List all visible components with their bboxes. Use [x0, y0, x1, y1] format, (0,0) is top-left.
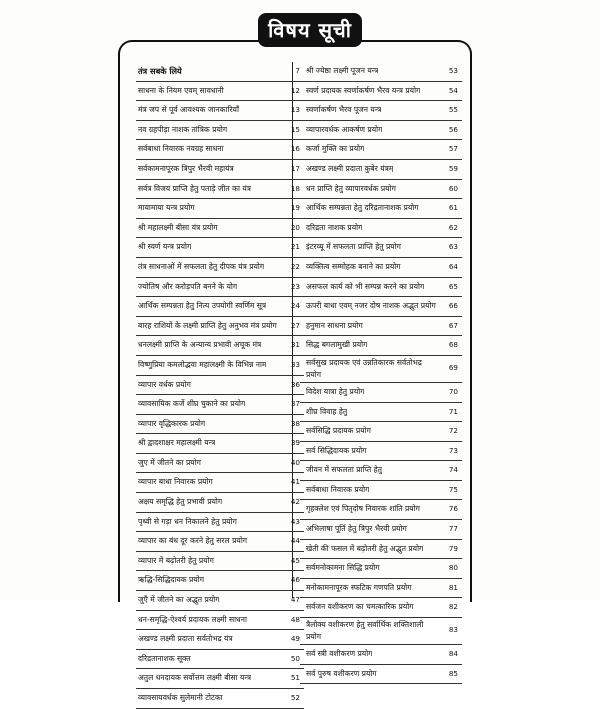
toc-entry [136, 180, 304, 200]
toc-entry [300, 160, 462, 180]
toc-entry-page-number: 63 [448, 242, 458, 252]
toc-entry [300, 82, 462, 102]
toc-entry-page-number: 50 [290, 653, 300, 663]
toc-entry-title: तंत्र साधनाओं में सफलता हेतु दीपक यंत्र प्रयोग [138, 261, 265, 271]
toc-entry-title: व्यापारवर्धक आकर्षण प्रयोग [306, 124, 383, 134]
toc-entry [136, 140, 304, 160]
toc-entry-page-number: 21 [290, 242, 300, 252]
toc-entry-title: दरिद्रता नाशक प्रयोग [306, 222, 363, 232]
toc-entry-title: बारह राशियों के लक्ष्मी प्राप्ति हेतु अनुभव मंत्र प्रयोग [138, 320, 277, 330]
toc-entry-page-number: 23 [290, 281, 300, 291]
toc-entry-page-number: 65 [448, 281, 458, 291]
toc-entry-title: ऋद्धि-सिद्धिदायक प्रयोग [138, 575, 205, 585]
toc-entry-page-number: 53 [448, 66, 458, 75]
toc-entry [300, 422, 462, 442]
toc-entry-page-number: 20 [290, 222, 300, 232]
toc-entry-title: सर्वबाधा निवारक नवग्रह साधना [138, 144, 224, 154]
toc-entry-page-number: 36 [290, 379, 300, 389]
toc-entry-title: मनोकामनापूरक स्फटिक गणपति प्रयोग [306, 582, 412, 592]
toc-entry-page-number: 83 [448, 625, 458, 635]
toc-entry [136, 376, 304, 396]
toc-entry-title: जीवन में सफलता प्राप्ति हेतु [306, 465, 382, 475]
toc-entry-page-number: 52 [290, 693, 300, 702]
toc-entry-title: अखण्ड लक्ष्मी प्रदाता कुबेर यंत्रम् [306, 163, 394, 173]
toc-entry-title: सर्वसुख प्रदायक एवं उन्नतिकारक सर्वतोभद्र प्रयोग [306, 357, 422, 379]
toc-entry [136, 395, 304, 415]
toc-entry [300, 121, 462, 141]
toc-entry-title: विष्णुप्रिया कमलोद्भवा महालक्ष्मी के विभिन्न नाम [138, 359, 267, 369]
toc-entry-page-number: 40 [290, 457, 300, 467]
toc-entry [136, 473, 304, 493]
toc-entry-title: ऊपरी बाधा एवम् नजर दोष नाशक अद्भुत प्रयोग [306, 301, 436, 311]
toc-entry [136, 317, 304, 337]
toc-entry-page-number: 62 [448, 222, 458, 232]
toc-entry-page-number: 79 [448, 543, 458, 553]
toc-entry-page-number: 22 [290, 261, 300, 271]
toc-entry-page-number: 82 [448, 602, 458, 612]
toc-entry-page-number: 75 [448, 484, 458, 494]
toc-entry-page-number: 69 [448, 362, 458, 372]
toc-entry [300, 481, 462, 501]
toc-entry-page-number: 27 [290, 320, 300, 330]
toc-entry-page-number: 68 [448, 340, 458, 350]
toc-entry [300, 317, 462, 337]
toc-entry [300, 180, 462, 200]
toc-entry-page-number: 81 [448, 582, 458, 592]
toc-entry-title: तंत्र सबके लिये [138, 66, 182, 76]
toc-entry [300, 559, 462, 579]
toc-entry [300, 403, 462, 423]
toc-entry-page-number: 84 [448, 649, 458, 659]
toc-entry [300, 219, 462, 239]
toc-entry-title: श्री द्वादशाक्षर महालक्ष्मी यन्त्र [138, 438, 216, 448]
toc-entry-title: ज्योतिष और करोड़पति बनने के योग [138, 281, 238, 291]
toc-entry-page-number: 57 [448, 144, 458, 154]
toc-entry-page-number: 41 [290, 477, 300, 487]
toc-entry-title: विदेश यात्रा हेतु प्रयोग [306, 386, 365, 396]
toc-entry [300, 645, 462, 665]
toc-entry-title: जुएँ में जीतने का अद्भुत प्रयोग [138, 595, 220, 605]
toc-entry-title: जुए में जीतने का प्रयोग [138, 457, 201, 467]
toc-entry [136, 591, 304, 611]
toc-entry-page-number: 71 [448, 406, 458, 416]
toc-entry-page-number: 61 [448, 203, 458, 213]
toc-entry [136, 258, 304, 278]
toc-entry-page-number: 16 [290, 144, 300, 154]
toc-entry [136, 199, 304, 219]
toc-entry-page-number: 24 [290, 301, 300, 311]
toc-entry-title: व्यापार बाधा निवारक प्रयोग [138, 477, 213, 487]
toc-entry-title: अभिलाषा पूर्ति हेतु त्रिपुर भैरवी प्रयोग [306, 524, 407, 534]
toc-entry-title: साधना के नियम एवम् सावधानी [138, 85, 224, 95]
toc-entry [300, 356, 462, 383]
toc-entry-title: अतुल धनदायक सर्वोत्तम लक्ष्मी बीसा यन्त्र [138, 673, 252, 683]
toc-entry [300, 579, 462, 599]
toc-entry-title: सर्वबाधा निवारक प्रयोग [306, 484, 370, 494]
toc-entry-title: सिद्ध बगलामुखी प्रयोग [306, 340, 368, 350]
toc-entry-title: धन प्राप्ति हेतु व्यापारवर्धक प्रयोग [306, 183, 396, 193]
toc-entry-title: सर्वसिद्धि प्रदायक प्रयोग [306, 426, 371, 436]
toc-entry [300, 238, 462, 258]
toc-entry-title: श्री ज्येष्ठा लक्ष्मी पूजन यन्त्र [306, 66, 379, 75]
toc-entry [136, 532, 304, 552]
toc-entry-page-number: 44 [290, 536, 300, 546]
toc-entry-page-number: 48 [290, 614, 300, 624]
toc-entry [300, 665, 462, 685]
toc-entry-page-number: 39 [290, 438, 300, 448]
toc-entry-title: अखण्ड लक्ष्मी प्रदाता सर्वतोभद्र यंत्र [138, 634, 233, 644]
toc-entry-title: मायामाया यन्त्र प्रयोग [138, 203, 195, 213]
contents-left-column [136, 62, 304, 709]
toc-entry [300, 140, 462, 160]
toc-entry-title: कर्जा मुक्ति का प्रयोग [306, 144, 365, 154]
toc-entry [300, 297, 462, 317]
toc-entry [300, 520, 462, 540]
toc-entry-title: सर्व स्त्री वशीकरण प्रयोग [306, 649, 373, 659]
contents-right-column [300, 62, 462, 684]
toc-entry-page-number: 38 [290, 418, 300, 428]
toc-entry-title: व्यापार वृद्धिकारक प्रयोग [138, 418, 206, 428]
toc-entry-page-number: 60 [448, 183, 458, 193]
toc-entry-title: इंटरव्यू में सफलता प्राप्ति हेतु प्रयोग [306, 242, 401, 252]
toc-entry [300, 618, 462, 645]
toc-entry [300, 540, 462, 560]
toc-entry [136, 356, 304, 376]
toc-entry [136, 297, 304, 317]
toc-entry [136, 62, 304, 82]
toc-entry-title: श्री स्वर्ण यन्त्र प्रयोग [138, 242, 192, 252]
toc-entry-page-number: 76 [448, 504, 458, 514]
toc-entry-page-number: 80 [448, 563, 458, 573]
toc-entry [300, 442, 462, 462]
toc-entry [136, 415, 304, 435]
toc-entry [136, 493, 304, 513]
toc-entry-page-number: 15 [290, 124, 300, 134]
toc-entry-page-number: 56 [448, 124, 458, 134]
toc-entry-page-number: 45 [290, 555, 300, 565]
toc-entry [136, 650, 304, 670]
toc-entry [136, 101, 304, 121]
toc-entry-title: सर्वजन वशीकरण का चमत्कारिक प्रयोग [306, 602, 414, 612]
toc-entry [300, 336, 462, 356]
toc-entry-page-number: 13 [290, 105, 300, 115]
toc-entry [136, 278, 304, 298]
toc-entry-title: व्यापार वर्धक प्रयोग [138, 379, 191, 389]
toc-entry-title: आर्थिक सम्पन्नता हेतु नित्य उपयोगी स्वर्णिम सूत्र [138, 301, 267, 311]
toc-entry-title: व्यावसायिक कर्जे शीघ्र चुकाने का प्रयोग [138, 399, 246, 409]
toc-entry [136, 611, 304, 631]
toc-entry [300, 62, 462, 82]
toc-entry-page-number: 74 [448, 465, 458, 475]
toc-entry-page-number: 72 [448, 426, 458, 436]
toc-entry-title: सर्व पुरुष वशीकरण प्रयोग [306, 668, 377, 678]
toc-entry-page-number: 7 [295, 66, 300, 75]
toc-entry-title: मंत्र जप से पूर्व आवश्यक जानकारियाँ [138, 105, 239, 115]
toc-entry [300, 461, 462, 481]
toc-entry-title: श्री महालक्ष्मी बीसा यंत्र प्रयोग [138, 222, 218, 232]
toc-entry-title: धन-समृद्धि-ऐश्वर्य प्रदायक लक्ष्मी साधना [138, 614, 247, 624]
toc-entry-title: व्यावसायवर्धक सुलेमानी टोटका [138, 693, 223, 702]
toc-entry [300, 258, 462, 278]
toc-entry-title: असफल कार्य को भी सम्पन्न करने का प्रयोग [306, 281, 425, 291]
toc-entry-title: धनलक्ष्मी प्राप्ति के अन्यान्य प्रभावी अचूक मंत्र [138, 340, 262, 350]
toc-entry-title: सर्वत्र विजय प्राप्ति हेतु पताड़े जीत का यंत्र [138, 183, 251, 193]
toc-entry [300, 598, 462, 618]
toc-entry-title: स्वर्ण प्रदायक स्वर्णाकर्षण भैरव यन्त्र प्रयोग [306, 85, 421, 95]
toc-entry-page-number: 12 [290, 85, 300, 95]
toc-entry [136, 630, 304, 650]
toc-entry-page-number: 37 [290, 399, 300, 409]
toc-entry-page-number: 77 [448, 524, 458, 534]
toc-entry-title: सर्वमनोकामना सिद्धि प्रयोग [306, 563, 380, 573]
toc-entry [136, 121, 304, 141]
toc-entry [300, 383, 462, 403]
toc-entry-page-number: 42 [290, 497, 300, 507]
toc-entry-page-number: 47 [290, 595, 300, 605]
toc-entry [136, 571, 304, 591]
toc-entry-page-number: 17 [290, 163, 300, 173]
toc-entry [136, 336, 304, 356]
toc-entry [136, 434, 304, 454]
toc-entry-page-number: 66 [448, 301, 458, 311]
toc-entry [136, 552, 304, 572]
toc-entry-title: व्यापार में बढ़ोतरी हेतु प्रयोग [138, 555, 214, 565]
toc-entry-title: व्यक्तित्व सम्मोहक बनाने का प्रयोग [306, 261, 401, 271]
toc-entry [136, 513, 304, 533]
toc-entry-page-number: 59 [448, 163, 458, 173]
toc-entry-title: अक्षय समृद्धि हेतु प्रभावी प्रयोग [138, 497, 223, 507]
toc-entry-page-number: 31 [290, 340, 300, 350]
toc-entry-page-number: 64 [448, 261, 458, 271]
toc-entry-page-number: 33 [290, 359, 300, 369]
toc-entry-title: हनुमान साधना प्रयोग [306, 320, 363, 330]
toc-entry [300, 500, 462, 520]
toc-entry-title: स्वर्णाकर्षण भैरव पूजन यन्त्र [306, 105, 382, 115]
toc-entry-page-number: 85 [448, 668, 458, 678]
toc-entry-title: खेती की फसल में बढ़ोतरी हेतु अद्भुत प्रयोग [306, 543, 424, 553]
toc-entry-title: नव ग्रहपीड़ा नाशक तांत्रिक प्रयोग [138, 124, 228, 134]
toc-entry-title: त्रैलोक्य वशीकरण हेतु सर्वार्थिक शक्तिशाली प्रयोग [306, 620, 424, 642]
toc-entry-title: पृथ्वी से गड़ा धन निकालने हेतु प्रयोग [138, 516, 237, 526]
toc-entry-page-number: 70 [448, 386, 458, 396]
toc-entry [136, 160, 304, 180]
toc-entry [136, 238, 304, 258]
toc-entry-title: गृहक्लेश एवं पितृदोष निवारक शांति प्रयोग [306, 504, 420, 514]
toc-entry-page-number: 51 [290, 673, 300, 683]
toc-entry-page-number: 54 [448, 85, 458, 95]
toc-entry-page-number: 46 [290, 575, 300, 585]
page-title: विषय सूची [258, 13, 362, 47]
toc-entry-page-number: 18 [290, 183, 300, 193]
toc-entry [300, 101, 462, 121]
toc-entry-page-number: 19 [290, 203, 300, 213]
toc-entry [136, 689, 304, 709]
toc-entry-page-number: 67 [448, 320, 458, 330]
toc-entry-page-number: 43 [290, 516, 300, 526]
toc-entry-page-number: 73 [448, 445, 458, 455]
toc-entry-title: दरिद्रतानाशक सूक्त [138, 653, 191, 663]
toc-entry-title: शीघ्र विवाह हेतु [306, 406, 348, 416]
toc-entry [136, 82, 304, 102]
toc-entry-title: व्यापार का बंध दूर करने हेतु सरल प्रयोग [138, 536, 248, 546]
toc-entry [136, 219, 304, 239]
toc-entry-page-number: 55 [448, 105, 458, 115]
toc-entry-title: आर्थिक सम्पन्नता हेतु दरिद्रतानाशक प्रयोग [306, 203, 419, 213]
toc-entry [300, 278, 462, 298]
toc-entry [136, 669, 304, 689]
toc-entry-title: सर्व सिद्धिदायक प्रयोग [306, 445, 367, 455]
toc-entry [300, 199, 462, 219]
toc-entry [136, 454, 304, 474]
toc-entry-title: सर्वकामनापूरक त्रिपुर भैरवी महायंत्र [138, 163, 234, 173]
toc-entry-page-number: 49 [290, 634, 300, 644]
